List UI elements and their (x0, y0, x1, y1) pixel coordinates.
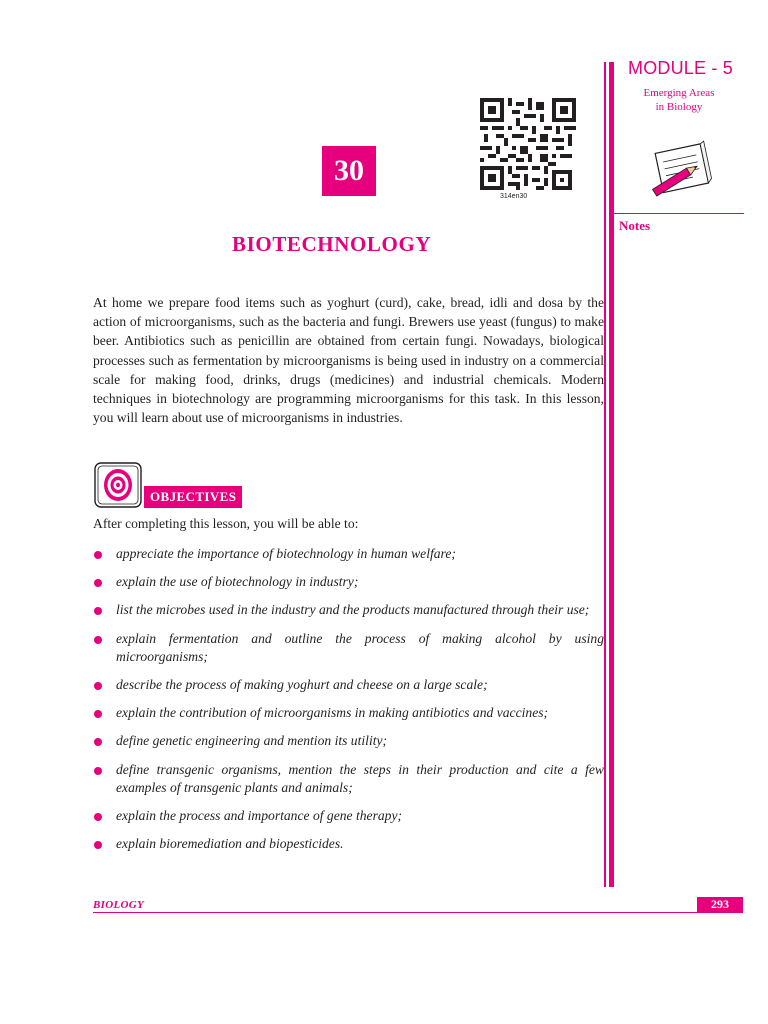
objective-item (93, 732, 604, 750)
notes-label: Notes (619, 218, 651, 233)
pencil-note-icon (645, 138, 721, 200)
objective-item (93, 704, 604, 722)
chapter-number-badge: 30 (322, 146, 376, 196)
objective-text: explain fermentation and outline the process of making alcohol by using microorganisms; (116, 630, 604, 664)
objective-item (93, 807, 604, 825)
objective-text: describe the process of making yoghurt and cheese on a large scale; (116, 677, 488, 693)
objective-text: define genetic engineering and mention its utility; (116, 733, 388, 749)
footer-subject: BIOLOGY (93, 899, 144, 911)
objective-text: appreciate the importance of biotechnology in human welfare; (116, 546, 456, 561)
bullet-icon (94, 579, 102, 587)
bullet-icon (94, 767, 102, 775)
objective-item (93, 761, 604, 797)
bullet-icon (94, 551, 102, 559)
objective-text: define transgenic organisms, mention the steps in their production and cite a few examples of transgenic plants and animals; (116, 761, 604, 795)
bullet-icon (94, 682, 102, 690)
module-subtitle-line1: Emerging Areas (643, 87, 715, 99)
objective-text: explain the use of biotechnology in industry; (116, 574, 359, 590)
chapter-title: BIOTECHNOLOGY (232, 232, 432, 256)
module-subtitle-line2: in Biology (655, 101, 703, 113)
bullet-icon (94, 813, 102, 821)
bullet-icon (94, 738, 102, 746)
bullet-icon (94, 607, 102, 615)
target-icon (94, 462, 142, 508)
page-number: 293 (697, 897, 743, 912)
objective-text: explain the process and importance of gene therapy; (116, 808, 403, 824)
objectives-label: OBJECTIVES (144, 486, 242, 508)
objective-item (93, 573, 604, 591)
margin-rule-thin (604, 62, 606, 887)
bullet-icon (94, 841, 102, 849)
objective-item (93, 630, 604, 666)
objective-text: explain bioremediation and biopesticides. (116, 836, 344, 852)
objective-text: list the microbes used in the industry and the products manufactured through their use; (116, 602, 590, 618)
qr-code[interactable] (480, 98, 576, 190)
objective-text: explain the contribution of microorganisms in making antibiotics and vaccines; (116, 705, 549, 721)
intro-paragraph: At home we prepare food items such as yoghurt (curd), cake, bread, idli and dosa by the action of microorganisms, such as the bacteria and fungi. Brewers use yeast (fungus) to make beer. Antibiotics such as penicillin are obtained from certain fungi. Nowadays, biological processes such as fermentation by microorganisms is being used in industry on a commercial scale for making food, drinks, drugs (medicines) and industrial chemicals. Modern techniques in biotechnology are programming microorganisms for this task. In this lesson, you will learn about use of microorganisms in industries. (93, 295, 604, 426)
objective-item (93, 676, 604, 694)
qr-caption: 314en30 (500, 193, 528, 200)
objective-item (93, 835, 604, 853)
bullet-icon (94, 636, 102, 644)
module-subtitle (620, 86, 738, 114)
module-title: MODULE - 5 (628, 58, 734, 78)
objectives-list (93, 545, 604, 863)
objective-item (93, 545, 604, 563)
margin-rule-thick (609, 62, 614, 887)
objective-item (93, 601, 604, 619)
footer-rule (93, 912, 743, 913)
bullet-icon (94, 710, 102, 718)
objectives-intro: After completing this lesson, you will be able to: (93, 516, 359, 531)
notes-divider (614, 213, 744, 214)
